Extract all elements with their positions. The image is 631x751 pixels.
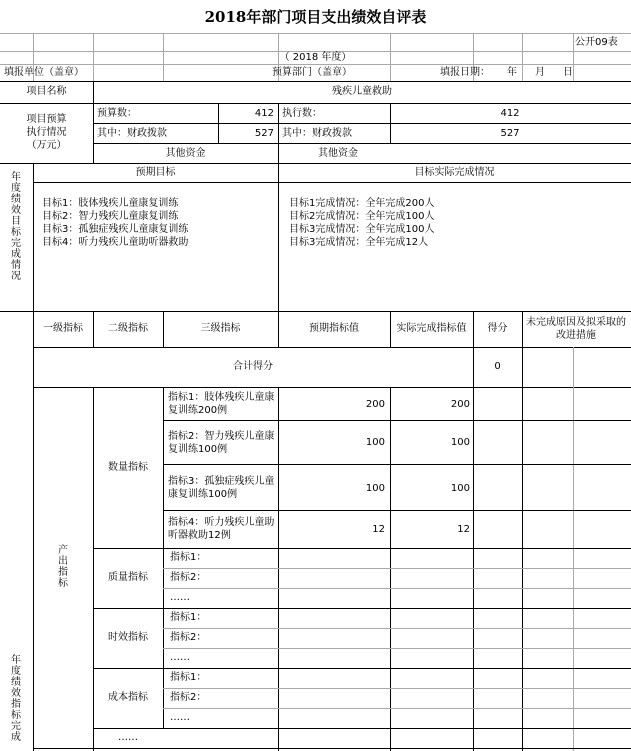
col-score: 得分 (487, 323, 508, 334)
quantity-row-4-expected: 12 (372, 524, 385, 535)
goals-side-label: 年度绩效目标完成情况 (11, 172, 21, 282)
fiscal-exec: 527 (500, 128, 520, 139)
actual-goals-text: 目标1完成情况：全年完成200人 目标2完成情况：全年完成100人 目标3完成情况：全年完成100人 目标3完成情况：全年完成12人 (289, 198, 435, 248)
fill-date-label: 填报日期： (440, 67, 490, 78)
col-actual: 实际完成指标值 (396, 323, 467, 334)
col-level1: 一级指标 (43, 323, 83, 334)
quantity-row-2-expected: 100 (365, 437, 385, 448)
cost-idx2: 指标2： (170, 692, 207, 703)
date-year: 年 (507, 67, 517, 78)
time-indicator-label: 时效指标 (108, 632, 148, 643)
quantity-row-3-actual: 100 (450, 483, 470, 494)
fiscal-budget: 527 (254, 128, 274, 139)
col-expected: 预期指标值 (309, 323, 359, 334)
quality-idx2: 指标2： (170, 572, 207, 583)
project-name-value: 残疾儿童救助 (332, 86, 392, 97)
time-ellipsis: …… (170, 652, 190, 663)
budget-dept-label: 预算部门（盖章） (272, 67, 352, 78)
indicators-side-label: 年度绩效指标完成 (11, 655, 21, 743)
cost-idx1: 指标1： (170, 672, 207, 683)
quantity-row-1-name: 指标1：肢体残疾儿童康复训练200例 (168, 392, 275, 416)
quality-ellipsis: …… (170, 592, 190, 603)
total-score: 0 (494, 361, 501, 372)
date-month: 月 (535, 67, 545, 78)
quantity-indicator-label: 数量指标 (108, 462, 148, 473)
form-number: 公开09表 (575, 37, 618, 48)
budget-num-label: 预算数： (97, 108, 137, 119)
exec-num-label: 执行数： (282, 108, 322, 119)
other-funds-budget: 其他资金 (165, 148, 206, 159)
actual-goals-header: 目标实际完成情况 (414, 167, 495, 178)
quantity-row-4-actual: 12 (457, 524, 470, 535)
quantity-row-2-name: 指标2：智力残疾儿童康复训练100例 (168, 431, 275, 455)
budget-exec-label: 项目预算 执行情况 （万元） (26, 114, 67, 151)
year-line: （ 2018 年度） (279, 52, 352, 63)
quantity-row-4-name: 指标4：听力残疾儿童助听器救助12例 (168, 517, 275, 541)
quantity-row-1-expected: 200 (365, 399, 385, 410)
time-idx2: 指标2： (170, 632, 207, 643)
page-title: 2018年部门项目支出绩效自评表 (204, 8, 427, 26)
quantity-row-2-actual: 100 (450, 437, 470, 448)
cost-ellipsis: …… (170, 712, 190, 723)
budget-num: 412 (254, 108, 274, 119)
col-level3: 三级指标 (200, 323, 241, 334)
fill-unit-label: 填报单位（盖章） (4, 67, 84, 78)
cost-indicator-label: 成本指标 (108, 692, 148, 703)
time-idx1: 指标1： (170, 612, 207, 623)
fiscal-exec-label: 其中：财政拨款 (282, 128, 352, 139)
quantity-row-3-expected: 100 (365, 483, 385, 494)
expected-goals-header: 预期目标 (135, 167, 176, 178)
project-name-label: 项目名称 (26, 86, 67, 97)
fiscal-label: 其中：财政拨款 (97, 128, 167, 139)
date-day: 日 (563, 67, 573, 78)
col-level2: 二级指标 (108, 323, 148, 334)
expected-goals-text: 目标1：肢体残疾儿童康复训练 目标2：智力残疾儿童康复训练 目标3：孤独症残疾儿童康复训练 目标4：听力残疾儿童助听器救助 (42, 198, 189, 248)
col-reason: 未完成原因及拟采取的改进措施 (526, 317, 626, 341)
quality-indicator-label: 质量指标 (108, 572, 148, 583)
quantity-row-1-actual: 200 (450, 399, 470, 410)
other-funds-exec: 其他资金 (318, 148, 358, 159)
quality-idx1: 指标1： (170, 552, 207, 563)
output-indicator-label: 产出指标 (58, 545, 68, 589)
more-indicators-ellipsis: …… (118, 732, 138, 743)
quantity-row-3-name: 指标3：孤独症残疾儿童康复训练100例 (168, 476, 275, 500)
exec-num: 412 (500, 108, 520, 119)
total-score-label: 合计得分 (233, 361, 273, 372)
